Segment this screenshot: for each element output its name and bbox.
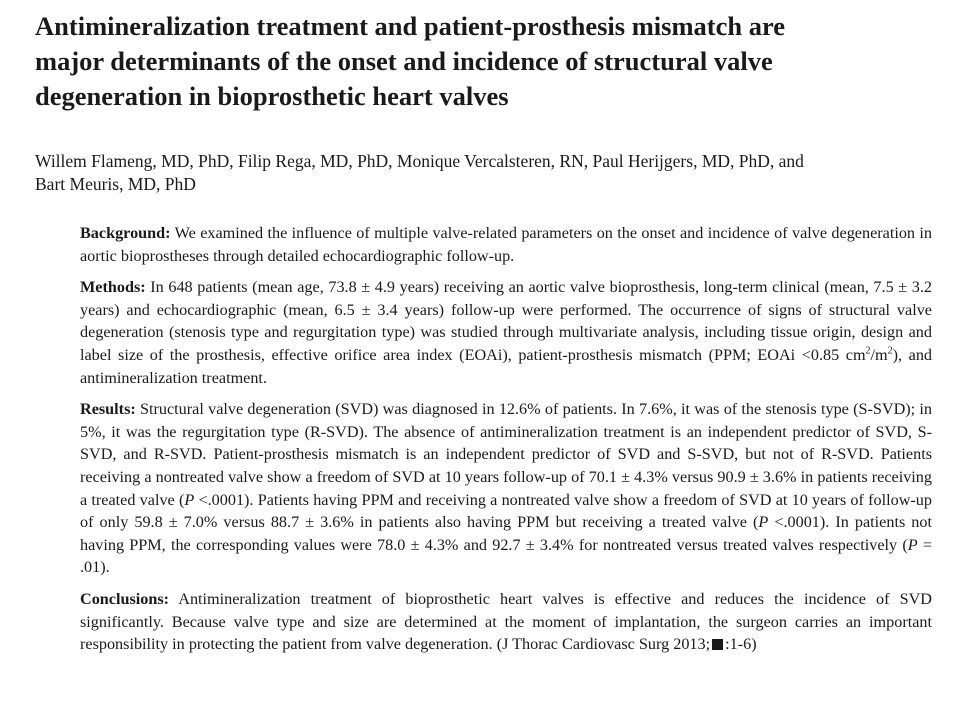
results-text-4: = .01). xyxy=(80,535,932,577)
p-value-symbol-3: P xyxy=(907,535,918,554)
methods-unit-slash: /m xyxy=(870,345,888,364)
paper-title xyxy=(35,9,935,114)
results-text-2: <.0001). Patients having PPM and receiving a nontreated valve show a freedom of SVD at 10 years of follow-up of only 59.8 ± 7.0% versus 88.7 ± 3.6% in patients also having PPM but receiving a treated valve ( xyxy=(80,490,932,532)
methods-superscript-2: 2 xyxy=(887,345,893,357)
author-line-1: Willem Flameng, MD, PhD, Filip Rega, MD, PhD, Monique Vercalsteren, RN, Paul Herijgers, MD, PhD, and xyxy=(35,151,804,171)
abstract-background xyxy=(80,222,932,267)
conclusions-text: Antimineralization treatment of bioprosthetic heart valves is effective and reduces the incidence of SVD significantly. Because valve type and size are determined at the moment of implantation, the surgeon carries an important responsibility in protecting the patient from valve degeneration. (J Thorac Cardiovasc Surg 2013; xyxy=(80,589,932,654)
background-label: Background: xyxy=(80,224,171,242)
title-line-2: major determinants of the onset and incidence of structural valve xyxy=(35,46,773,76)
title-line-1: Antimineralization treatment and patient-prosthesis mismatch are xyxy=(35,11,786,41)
methods-text: In 648 patients (mean age, 73.8 ± 4.9 years) receiving an aortic valve bioprosthesis, long-term clinical (mean, 7.5 ± 3.2 years) and echocardiographic (mean, 6.5 ± 3.4 years) follow-up were performed. The occurrence of signs of structural valve degeneration (stenosis type and regurgitation type) was studied through multivariate analysis, including tissue origin, design and label size of the prosthesis, effective orifice area index (EOAi), patient-prosthesis mismatch (PPM; EOAi <0.85 cm xyxy=(80,278,932,364)
p-value-symbol-2: P xyxy=(758,513,769,532)
results-text-1: Structural valve degeneration (SVD) was diagnosed in 12.6% of patients. In 7.6%, it was of the stenosis type (S-SVD); in 5%, it was the regurgitation type (R-SVD). The absence of antimineralization treatment is an independent predictor of SVD, S-SVD, and R-SVD. Patient-prosthesis mismatch is an independent predictor of SVD and S-SVD, but not of R-SVD. Patients receiving a nontreated valve show a freedom of SVD at 10 years follow-up of 70.1 ± 4.3% versus 90.9 ± 3.6% in patients receiving a treated valve ( xyxy=(80,400,932,509)
conclusions-citation-end: :1-6) xyxy=(725,635,757,654)
methods-text-end: ), and antimineralization treatment. xyxy=(80,345,933,387)
title-line-3: degeneration in bioprosthetic heart valves xyxy=(35,81,509,111)
abstract-results xyxy=(80,398,932,579)
background-text: We examined the influence of multiple valve-related parameters on the onset and incidence of valve degeneration in aortic bioprostheses through detailed echocardiographic follow-up. xyxy=(80,224,932,265)
conclusions-label: Conclusions: xyxy=(80,589,170,608)
author-line-2: Bart Meuris, MD, PhD xyxy=(35,174,196,194)
results-label: Results: xyxy=(80,400,136,419)
methods-label: Methods: xyxy=(80,278,146,297)
abstract xyxy=(80,222,932,665)
methods-superscript-1: 2 xyxy=(865,345,871,357)
abstract-methods xyxy=(80,276,932,389)
p-value-symbol-1: P xyxy=(184,490,195,509)
results-text-3: <.0001). In patients not having PPM, the corresponding values were 78.0 ± 4.3% and 92.7 ± 3.4% for nontreated versus treated valves respectively ( xyxy=(80,513,932,554)
author-list xyxy=(35,150,945,196)
black-square-icon xyxy=(712,639,723,650)
abstract-conclusions xyxy=(80,588,932,656)
